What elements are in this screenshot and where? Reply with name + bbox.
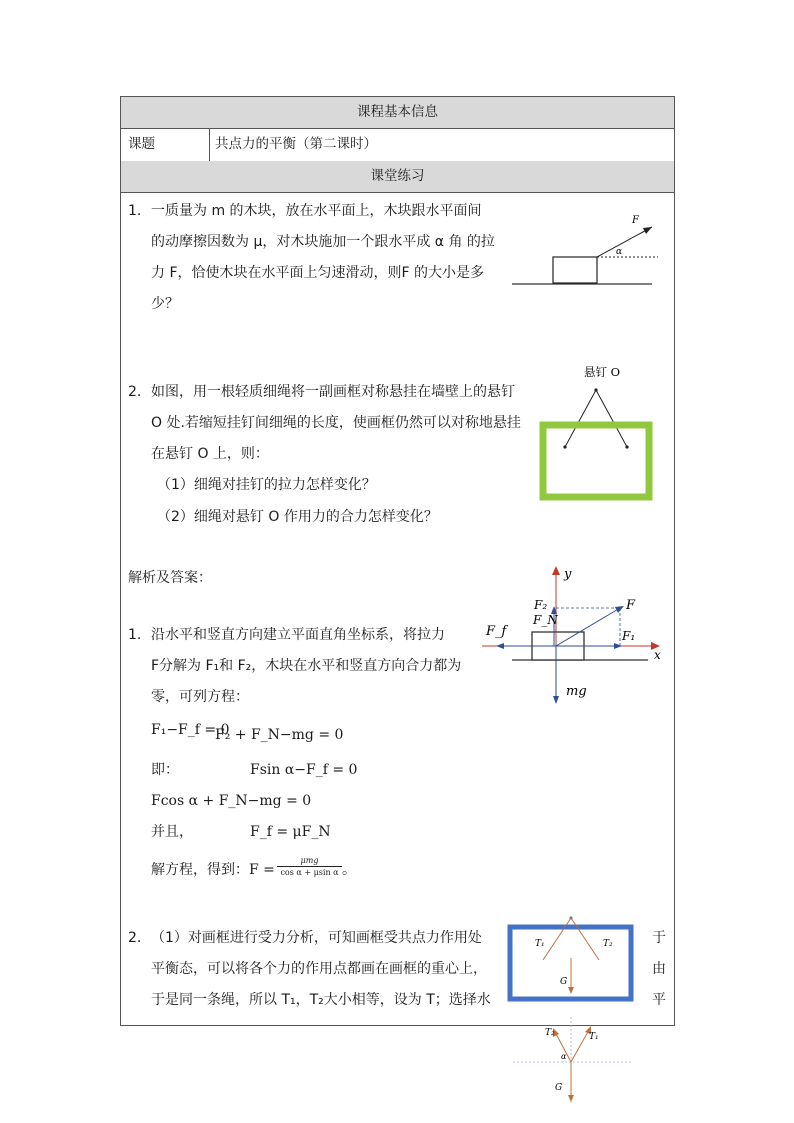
T1-label: T₁ [589, 1032, 599, 1042]
q2-line3: 在悬钉 O 上，则： [151, 446, 269, 462]
a2-side2: 由 [652, 961, 666, 977]
equation-1a: F₁−F_f = 0 [151, 722, 230, 738]
y-label: y [564, 567, 572, 582]
F-vector [556, 608, 620, 646]
solve-prefix: 解方程，得到： [151, 862, 249, 878]
label-Ff: F_f [486, 624, 507, 639]
equation-1b: F₂ + F_N−mg = 0 [215, 727, 344, 743]
q2-line1: 如图，用一根轻质细绳将一副画框对称悬挂在墙壁上的悬钉 [151, 384, 515, 400]
topic-label: 课题 [121, 128, 210, 161]
q2-sub2: （2）细绳对悬钉 O 作用力的合力怎样变化？ [157, 509, 438, 525]
label-F2: F₂ [534, 598, 548, 612]
q1-line3: 力 F，恰使木块在水平面上匀速滑动，则F 的大小是多 [151, 265, 485, 281]
label-alpha: α [616, 247, 623, 257]
label-F: F [632, 215, 639, 226]
y-arrow-icon [552, 566, 560, 575]
a2-line3: 于是同一条绳，所以 T₁，T₂大小相等，设为 T；选择水 [151, 992, 491, 1008]
a2-number: 2. [128, 930, 142, 946]
q2-frame-figure [536, 360, 661, 505]
fraction-numerator: μmg [300, 856, 319, 865]
rope-left [565, 390, 596, 447]
a1-line3: 零，可列方程： [151, 689, 249, 705]
a2-side1: 于 [652, 930, 666, 946]
equation-2b: Fcos α + F_N−mg = 0 [151, 793, 312, 809]
fraction-denominator: cos α + μsin α [277, 866, 342, 878]
wooden-block [553, 257, 597, 283]
q1-line1: 一质量为 m 的木块，放在水平面上，木块跟水平面间 [151, 203, 482, 219]
analysis-title: 解析及答案： [128, 570, 212, 586]
label-mg: mg [566, 684, 587, 699]
equation-3: F_f = μF_N [250, 824, 331, 840]
q2-number: 2. [128, 384, 142, 400]
topic-row [121, 128, 674, 162]
arrowhead-icon [643, 227, 652, 234]
a2-line1: （1）对画框进行受力分析，可知画框受共点力作用处 [151, 930, 482, 946]
force-decomposition-figure [478, 562, 668, 706]
bingqie-label: 并且， [151, 824, 193, 840]
label-F: F [626, 598, 636, 613]
q1-line4: 少？ [151, 296, 179, 312]
G-label: G [555, 1083, 563, 1093]
q1-number: 1. [128, 203, 142, 219]
ji-label: 即： [151, 762, 179, 778]
basic-info-title: 课程基本信息 [357, 104, 438, 120]
q2-line2: O 处.若缩短挂钉间细绳的长度，使画框仍然可以对称地悬挂 [151, 415, 521, 431]
q1-line2: 的动摩擦因数为 μ，对木块施加一个跟水平成 α 角 的拉 [151, 234, 495, 250]
rope-right [596, 390, 627, 447]
solve-fraction [277, 856, 342, 878]
x-label: x [654, 648, 661, 662]
basic-info-header [121, 97, 674, 129]
force-F-arrow [597, 227, 652, 257]
a2-line2: 平衡态，可以将各个力的作用点都画在画框的重心上， [151, 961, 487, 977]
a1-line2: F分解为 F₁和 F₂，木块在水平和竖直方向合力都为 [151, 658, 462, 674]
practice-title: 课堂练习 [370, 168, 425, 184]
G-label-top: G [560, 977, 568, 987]
T1-label-top: T₁ [535, 939, 545, 949]
a1-line1: 沿水平和竖直方向建立平面直角坐标系，将拉力 [151, 627, 445, 643]
solve-lhs: F = [249, 862, 275, 878]
green-picture-frame [543, 425, 649, 497]
q1-block-figure [508, 208, 658, 292]
hook-right [625, 445, 628, 448]
practice-header [121, 161, 674, 193]
solve-end: 。 [342, 862, 356, 878]
hook-left [563, 445, 566, 448]
alpha-label: α [561, 1052, 567, 1061]
q2-sub1: （1）细绳对挂钉的拉力怎样变化？ [157, 477, 376, 493]
a1-number: 1. [128, 627, 142, 643]
a2-side3: 平 [652, 992, 666, 1008]
a2-force-figures [505, 912, 640, 1106]
label-FN: F_N [533, 613, 558, 627]
nail-label: 悬钉 O [584, 365, 621, 379]
topic-value: 共点力的平衡（第二课时） [215, 136, 377, 152]
equation-2a: Fsin α−F_f = 0 [250, 762, 358, 778]
T2-label: T₂ [545, 1028, 555, 1038]
T2-label-top: T₂ [603, 939, 613, 949]
T1-vector [571, 1030, 589, 1062]
label-F1: F₁ [622, 629, 636, 643]
